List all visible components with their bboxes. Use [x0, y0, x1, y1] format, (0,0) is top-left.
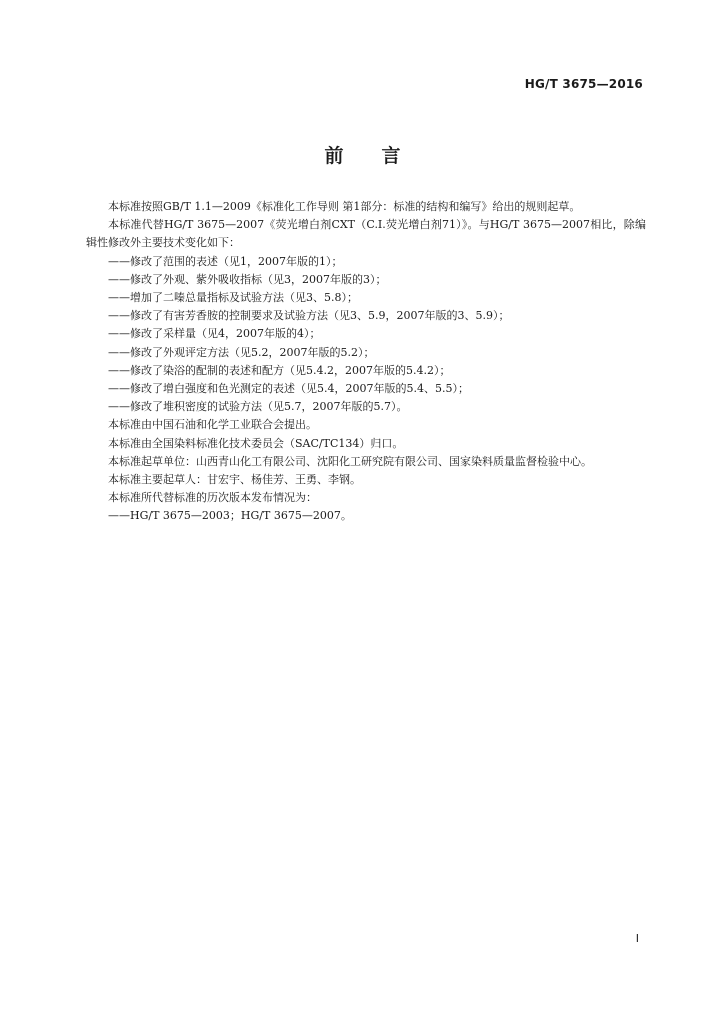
change-item: ——修改了堆积密度的试验方法（见5.7，2007年版的5.7）。 [108, 400, 408, 414]
change-item: ——修改了外观评定方法（见5.2，2007年版的5.2）； [108, 345, 375, 359]
page-number: I [635, 932, 639, 945]
change-item: ——修改了染浴的配制的表述和配方（见5.4.2，2007年版的5.4.2）； [108, 363, 451, 377]
paragraph-drafting-units: 本标准起草单位：山西青山化工有限公司、沈阳化工研究院有限公司、国家染料质量监督检验中心。 [108, 454, 592, 468]
document-code: HG/T 3675—2016 [524, 77, 643, 91]
paragraph-history-intro: 本标准所代替标准的历次版本发布情况为： [108, 491, 317, 505]
paragraph-committee: 本标准由全国染料标准化技术委员会（SAC/TC134）归口。 [108, 436, 404, 450]
change-item: ——修改了增白强度和色光测定的表述（见5.4，2007年版的5.4、5.5）； [108, 382, 469, 396]
change-item: ——修改了范围的表述（见1，2007年版的1）； [108, 254, 343, 268]
change-item: ——修改了有害芳香胺的控制要求及试验方法（见3、5.9，2007年版的3、5.9）； [108, 309, 510, 323]
change-item: ——修改了外观、紫外吸收指标（见3，2007年版的3）； [108, 272, 387, 286]
paragraph-proposer: 本标准由中国石油和化学工业联合会提出。 [108, 418, 317, 432]
paragraph-drafting-rules: 本标准按照GB/T 1.1—2009《标准化工作导则 第1部分：标准的结构和编写》给出的规则起草。 [108, 200, 581, 213]
page-title: 前言 [324, 145, 439, 167]
change-item: ——修改了采样量（见4，2007年版的4）； [108, 327, 321, 341]
foreword-body [86, 198, 646, 526]
paragraph-drafters: 本标准主要起草人：甘宏宇、杨佳芳、王勇、李钢。 [108, 473, 361, 487]
change-item: ——增加了二嗪总量指标及试验方法（见3、5.8）； [108, 291, 358, 305]
paragraph-replacement: 本标准代替HG/T 3675—2007《荧光增白剂CXT（C.I.荧光增白剂71）》。与HG/T 3675—2007相比，除编辑性修改外主要技术变化如下： [86, 218, 646, 250]
history-item: ——HG/T 3675—2003；HG/T 3675—2007。 [108, 509, 352, 523]
